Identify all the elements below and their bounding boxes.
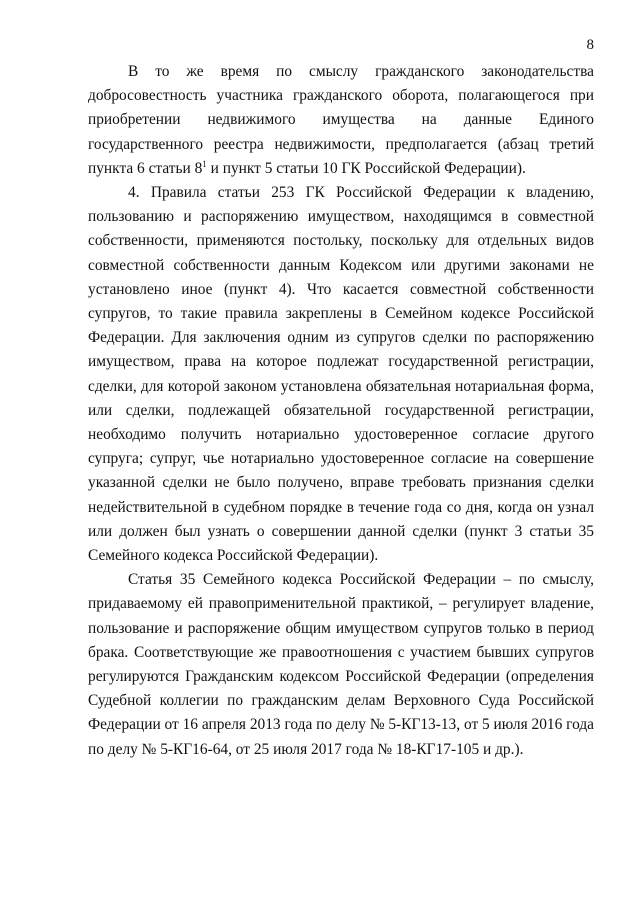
paragraph-article-35: Статья 35 Семейного кодекса Российской Федерации – по смыслу, придаваемому ей правоприменительной практикой, – регулирует владение, пользование и распоряжение общим имуществом супругов только в период брака. Соответствующие же правоотношения с участием бывших супругов регулируются Гражданским кодексом Российской Федерации (определения Судебной коллегии по гражданским делам Верховного Суда Российской Федерации от 16 апреля 2013 года по делу № 5-КГ13-13, от 5 июля 2016 года по делу № 5-КГ16-64, от 25 июля 2017 года № 18-КГ17-105 и др.). [88,571,594,758]
paragraph-text: В то же время по смыслу гражданского законодательства добросовестность участника гражданского оборота, полагающегося при приобретении недвижимого имущества на данные Единого государственного реестра недвижимости, предполагается (абзац третий пункта 6 статьи 8 [88,63,594,177]
superscript: 1 [202,158,207,169]
paragraph-item-4: 4. Правила статьи 253 ГК Российской Федерации к владению, пользованию и распоряжению имуществом, находящимся в совместной собственности, применяются постольку, поскольку для отдельных видов совместной собственности данным Кодексом или другими законами не установлено иное (пункт 4). Что касается совместной собственности супругов, то такие правила закреплены в Семейном кодексе Российской Федерации. Для заключения одним из супругов сделки по распоряжению имуществом, права на которое подлежат государственной регистрации, сделки, для которой законом установлена обязательная нотариальная форма, или сделки, подлежащей обязательной государственной регистрации, необходимо получить нотариально удостоверенное согласие другого супруга; супруг, чье нотариально удостоверенное согласие на совершение указанной сделки не было получено, вправе требовать признания сделки недействительной в судебном порядке в течение года со дня, когда он узнал или должен был узнать о совершении данной сделки (пункт 3 статьи 35 Семейного кодекса Российской Федерации). [88,184,594,565]
document-body [88,60,594,762]
paragraph-text: и пункт 5 статьи 10 ГК Российской Федерации). [206,159,526,177]
paragraph-good-faith [88,60,594,181]
page-number: 8 [586,37,594,53]
